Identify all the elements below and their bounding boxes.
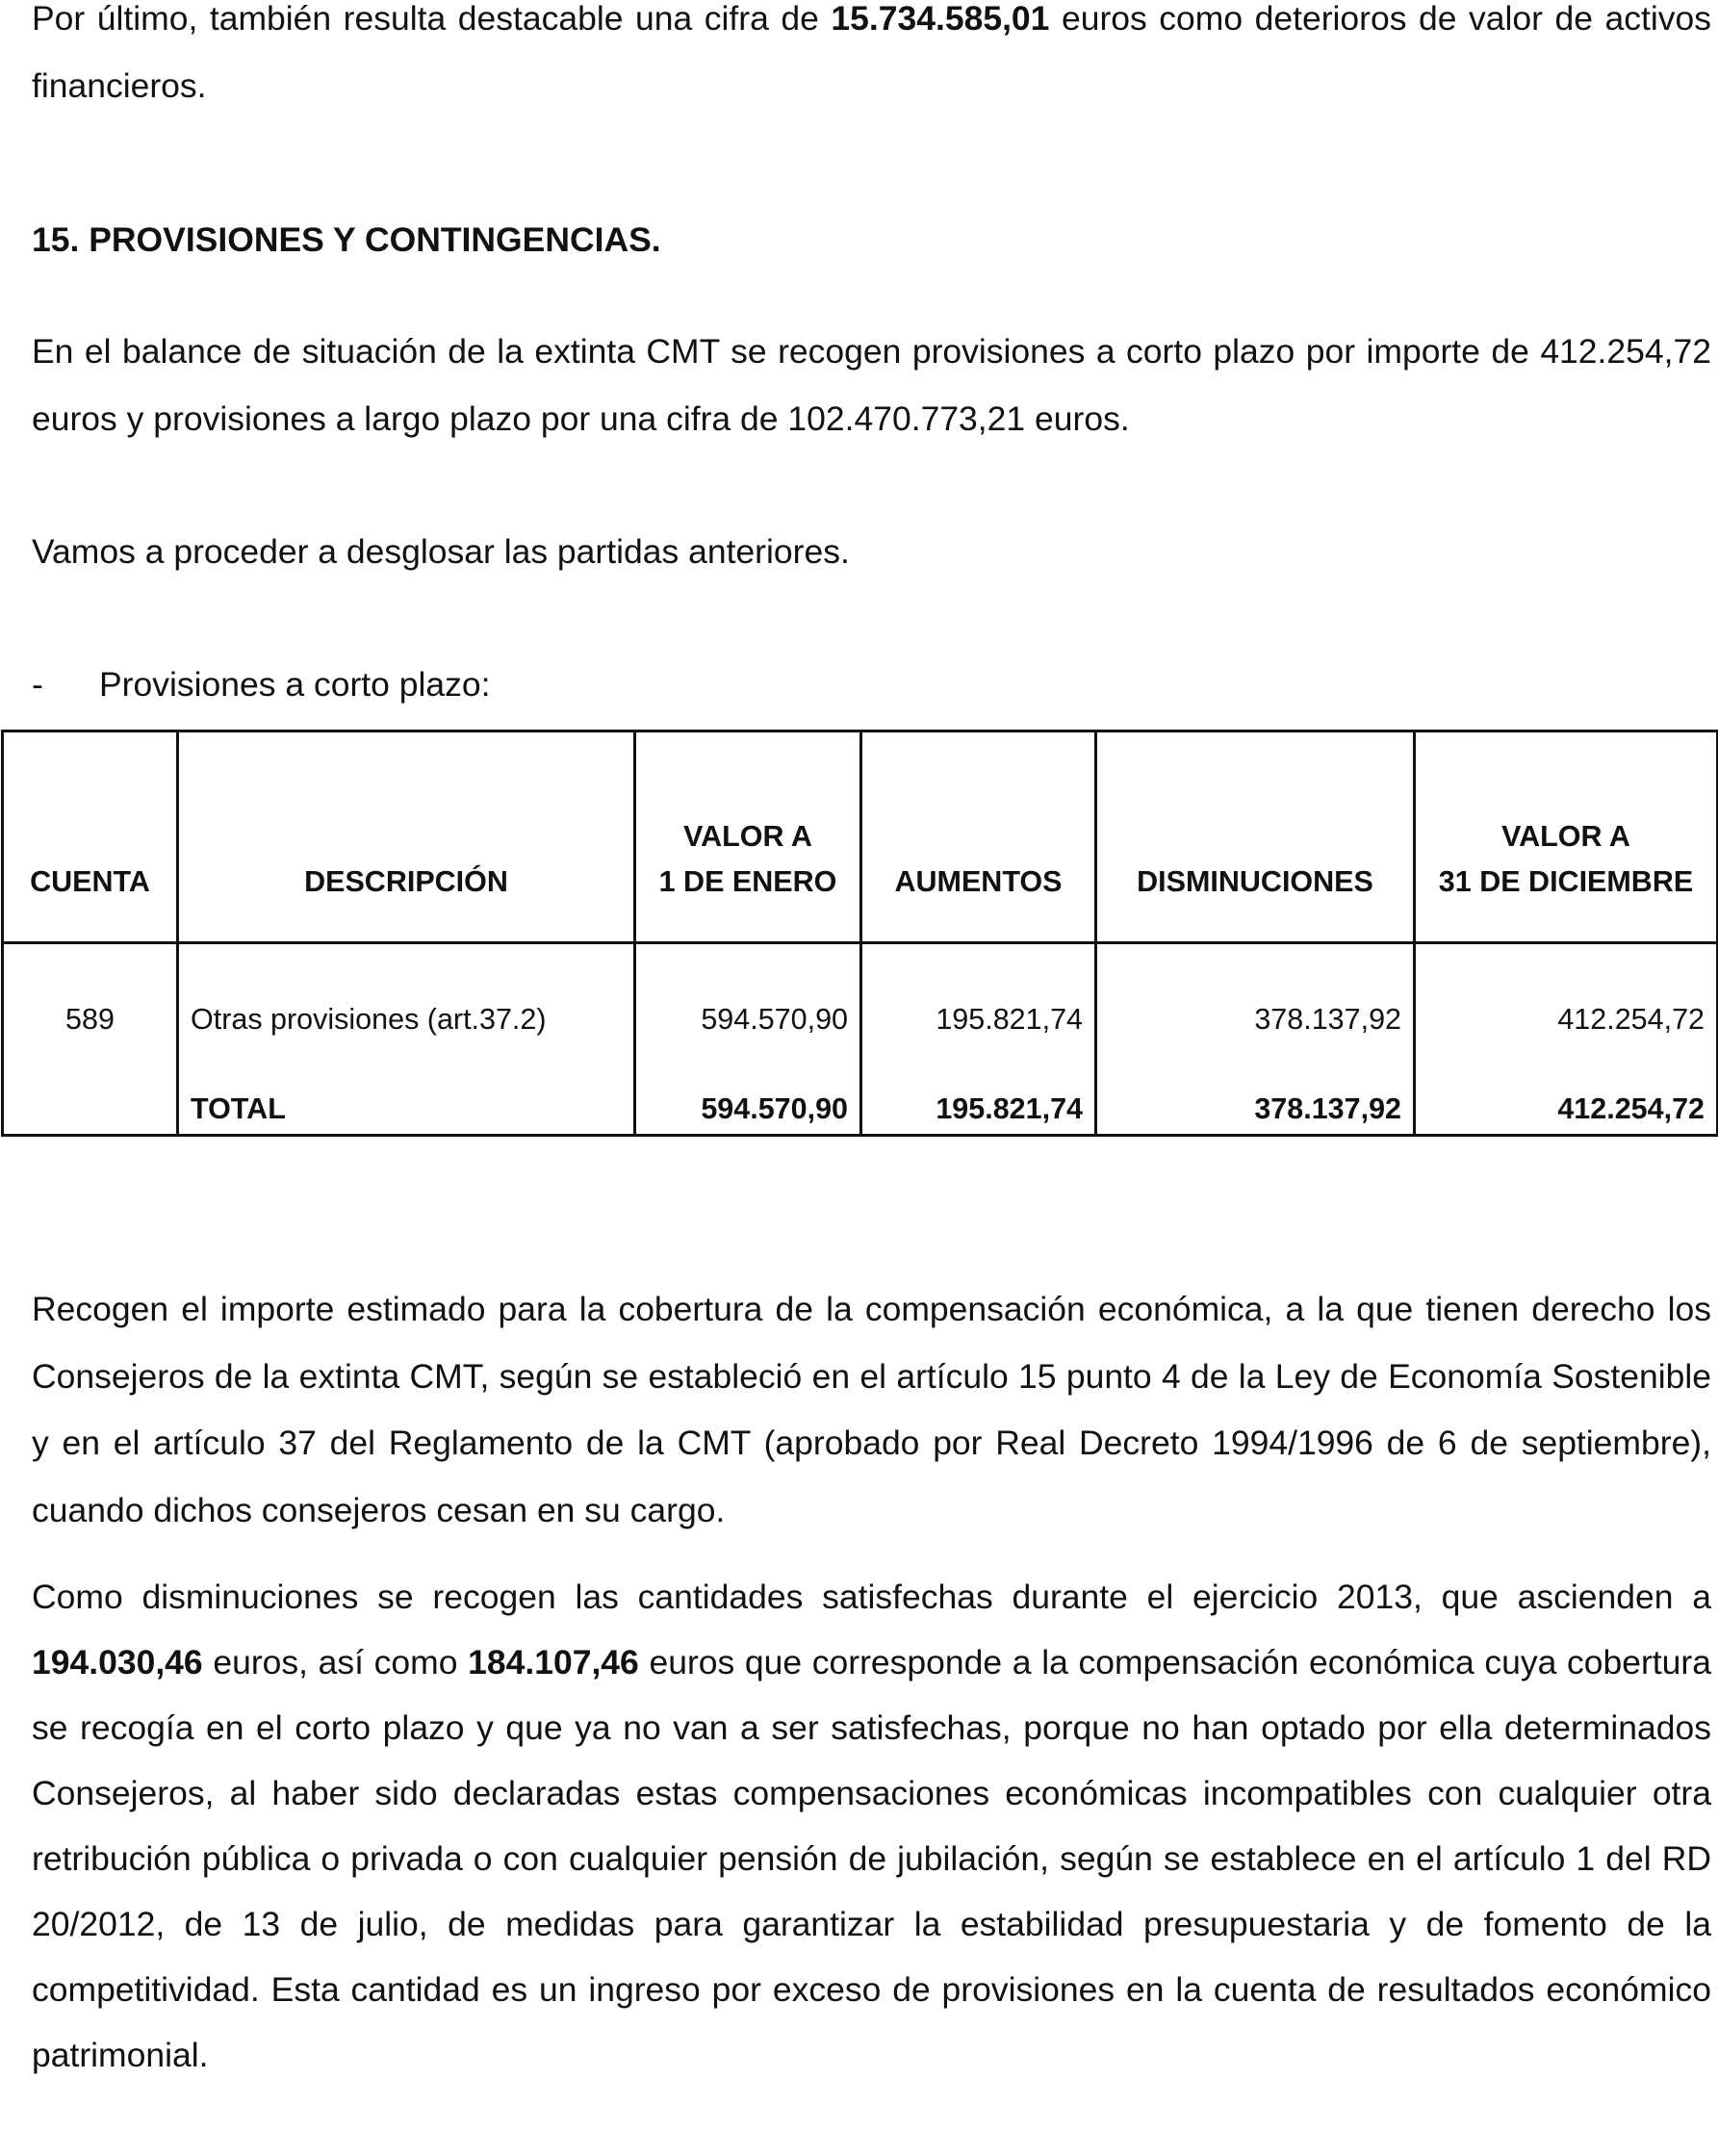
- total-label: TOTAL: [178, 1094, 635, 1136]
- cell-valor-inicio: 594.570,90: [635, 943, 861, 1095]
- header-valor-inicio: [635, 732, 861, 943]
- cell-valor-fin: 412.254,72: [1415, 943, 1718, 1095]
- provisions-table: [1, 730, 1718, 1137]
- header-cuenta: CUENTA: [3, 732, 178, 943]
- balance-paragraph: En el balance de situación de la extinta CMT se recogen provisiones a corto plazo por importe de 412.254,72 euros y provisiones a largo plazo por una cifra de 102.470.773,21 euros.: [32, 332, 1711, 438]
- total-valor-fin: 412.254,72: [1415, 1094, 1718, 1136]
- header-descripcion: DESCRIPCIÓN: [178, 732, 635, 943]
- header-valor-inicio-line2: 1 DE ENERO: [658, 865, 837, 898]
- bullet-dash: -: [32, 665, 43, 704]
- header-aumentos: AUMENTOS: [861, 732, 1096, 943]
- disminuciones-amount-2: 184.107,46: [468, 1643, 639, 1681]
- header-valor-inicio-line1: VALOR A: [683, 820, 812, 853]
- bullet-text: Provisiones a corto plazo:: [99, 665, 491, 704]
- procede-paragraph: Vamos a proceder a desglosar las partidas anteriores.: [32, 532, 850, 571]
- intro-amount: 15.734.585,01: [831, 0, 1050, 38]
- table-row: [3, 943, 1718, 1095]
- cell-aumentos: 195.821,74: [861, 943, 1096, 1095]
- table-total-row: [3, 1094, 1718, 1136]
- cell-cuenta: 589: [3, 943, 178, 1095]
- header-valor-fin-line1: VALOR A: [1501, 820, 1630, 853]
- cell-descripcion: Otras provisiones (art.37.2): [178, 943, 635, 1095]
- header-valor-fin-line2: 31 DE DICIEMBRE: [1438, 865, 1694, 898]
- disminuciones-amount-1: 194.030,46: [32, 1643, 203, 1681]
- disminuciones-text-1: Como disminuciones se recogen las cantidades satisfechas durante el ejercicio 2013, que ascienden a: [32, 1578, 1711, 1616]
- header-valor-fin: [1415, 732, 1718, 943]
- section-heading: 15. PROVISIONES Y CONTINGENCIAS.: [32, 220, 661, 259]
- total-valor-inicio: 594.570,90: [635, 1094, 861, 1136]
- recogen-paragraph: Recogen el importe estimado para la cobertura de la compensación económica, a la que tienen derecho los Consejeros de la extinta CMT, según se estableció en el artículo 15 punto 4 de la Ley de Economía Sostenible y en el artículo 37 del Reglamento de la CMT (aprobado por Real Decreto 1994/1996 de 6 de septiembre), cuando dichos consejeros cesan en su cargo.: [32, 1290, 1711, 1529]
- header-disminuciones: DISMINUCIONES: [1096, 732, 1415, 943]
- disminuciones-text-2: euros, así como: [202, 1643, 469, 1681]
- intro-text-after: euros como deterioros de valor de activos financieros.: [32, 0, 1712, 105]
- total-cuenta-empty: [3, 1094, 178, 1136]
- disminuciones-paragraph: [32, 1564, 1711, 2088]
- total-aumentos: 195.821,74: [861, 1094, 1096, 1136]
- cell-disminuciones: 378.137,92: [1096, 943, 1415, 1095]
- total-disminuciones: 378.137,92: [1096, 1094, 1415, 1136]
- intro-paragraph: [32, 0, 1711, 119]
- bullet-item: [32, 654, 490, 714]
- intro-text-before: Por último, también resulta destacable una cifra de: [32, 0, 832, 38]
- disminuciones-text-3: euros que corresponde a la compensación económica cuya cobertura se recogía en el corto plazo y que ya no van a ser satisfechas, porque no han optado por ella determinados Consejeros, al haber sido declaradas estas compensaciones económicas incompatibles con cualquier otra retribución pública o privada o con cualquier pensión de jubilación, según se establece en el artículo 1 del RD 20/2012, de 13 de julio, de medidas para garantizar la estabilidad presupuestaria y de fomento de la competitividad. Esta cantidad es un ingreso por exceso de provisiones en la cuenta de resultados económico patrimonial.: [32, 1643, 1711, 2074]
- table-header-row: [3, 732, 1718, 943]
